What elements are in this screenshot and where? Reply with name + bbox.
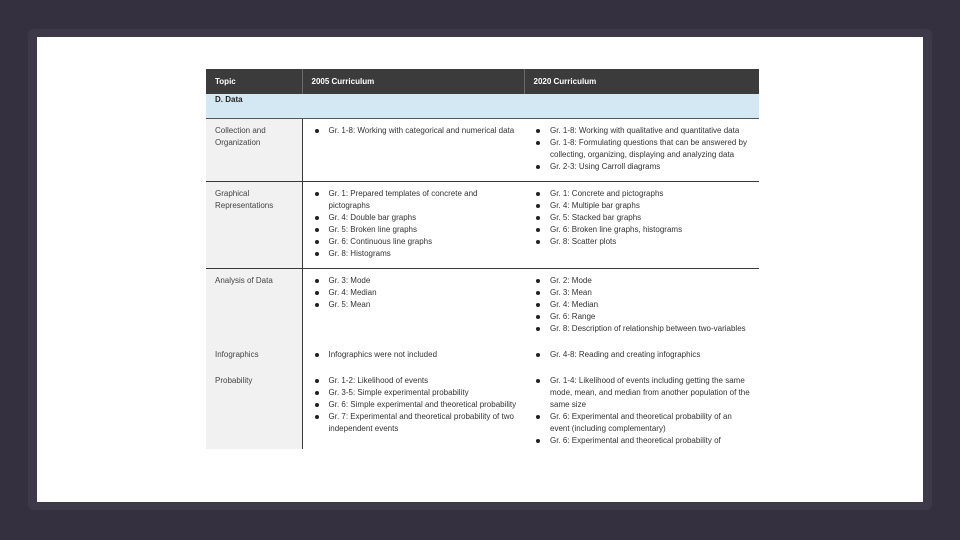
table-row <box>206 369 759 449</box>
list-item: Gr. 2-3: Using Carroll diagrams <box>550 161 753 173</box>
list-item: Gr. 6: Range <box>550 311 753 323</box>
curriculum-table <box>206 69 759 449</box>
section-title: D. Data <box>206 94 759 119</box>
list-item: Gr. 3: Mode <box>329 275 519 287</box>
list-item: Gr. 1: Concrete and pictographs <box>550 188 753 200</box>
list-item: Gr. 4-8: Reading and creating infographics <box>550 349 753 361</box>
list-item: Gr. 8: Histograms <box>329 248 519 260</box>
cell-2005 <box>302 343 524 369</box>
list-item: Gr. 1-8: Formulating questions that can be answered by collecting, organizing, displaying and analyzing data <box>550 137 753 161</box>
cell-2020 <box>524 269 759 344</box>
topic-cell: Collection and Organization <box>206 119 302 182</box>
list-item: Gr. 1-4: Likelihood of events including getting the same mode, mean, and median from another population of the same size <box>550 375 753 411</box>
list-item: Gr. 4: Multiple bar graphs <box>550 200 753 212</box>
list-item: Gr. 1-2: Likelihood of events <box>329 375 519 387</box>
topic-cell: Infographics <box>206 343 302 369</box>
list-item: Gr. 6: Experimental and theoretical probability of an event (including complementary) <box>550 411 753 435</box>
table-row <box>206 343 759 369</box>
list-item: Gr. 5: Broken line graphs <box>329 224 519 236</box>
header-2020: 2020 Curriculum <box>524 69 759 94</box>
list-item: Gr. 4: Median <box>329 287 519 299</box>
list-item: Gr. 2: Mode <box>550 275 753 287</box>
header-row <box>206 69 759 94</box>
list-item: Gr. 5: Mean <box>329 299 519 311</box>
header-topic: Topic <box>206 69 302 94</box>
topic-cell: Graphical Representations <box>206 182 302 269</box>
cell-2020 <box>524 182 759 269</box>
cell-2005 <box>302 119 524 182</box>
list-item: Gr. 8: Scatter plots <box>550 236 753 248</box>
topic-cell: Analysis of Data <box>206 269 302 344</box>
list-item: Gr. 6: Broken line graphs, histograms <box>550 224 753 236</box>
list-item: Gr. 6: Simple experimental and theoretical probability <box>328 400 517 409</box>
section-row <box>206 94 759 119</box>
list-item: Gr. 5: Stacked bar graphs <box>550 212 753 224</box>
topic-cell: Probability <box>206 369 302 449</box>
cell-2005 <box>302 369 524 449</box>
table-row <box>206 119 759 182</box>
list-item: Gr. 6: Continuous line graphs <box>329 236 519 248</box>
table-row <box>206 182 759 269</box>
cell-2020 <box>524 119 759 182</box>
list-item: Gr. 3-5: Simple experimental probability <box>329 387 519 399</box>
list-item: Gr. 6: Experimental and theoretical probability of <box>550 435 753 447</box>
cell-2005 <box>302 182 524 269</box>
slide <box>37 37 923 502</box>
list-item: Infographics were not included <box>329 349 519 361</box>
header-2005: 2005 Curriculum <box>302 69 524 94</box>
list-item: Gr. 1: Prepared templates of concrete and pictographs <box>329 188 519 212</box>
table-row <box>206 269 759 344</box>
list-item: Gr. 8: Description of relationship between two-variables <box>550 323 753 335</box>
list-item: Gr. 3: Mean <box>550 287 753 299</box>
list-item: Gr. 7: Experimental and theoretical probability of two independent events <box>329 411 519 435</box>
list-item: Gr. 1-8: Working with categorical and numerical data <box>329 125 519 137</box>
list-item: Gr. 4: Double bar graphs <box>329 212 519 224</box>
cell-2020 <box>524 369 759 449</box>
list-item: Gr. 4: Median <box>550 299 753 311</box>
cell-2005 <box>302 269 524 344</box>
list-item: Gr. 1-8: Working with qualitative and quantitative data <box>550 125 753 137</box>
cell-2020 <box>524 343 759 369</box>
